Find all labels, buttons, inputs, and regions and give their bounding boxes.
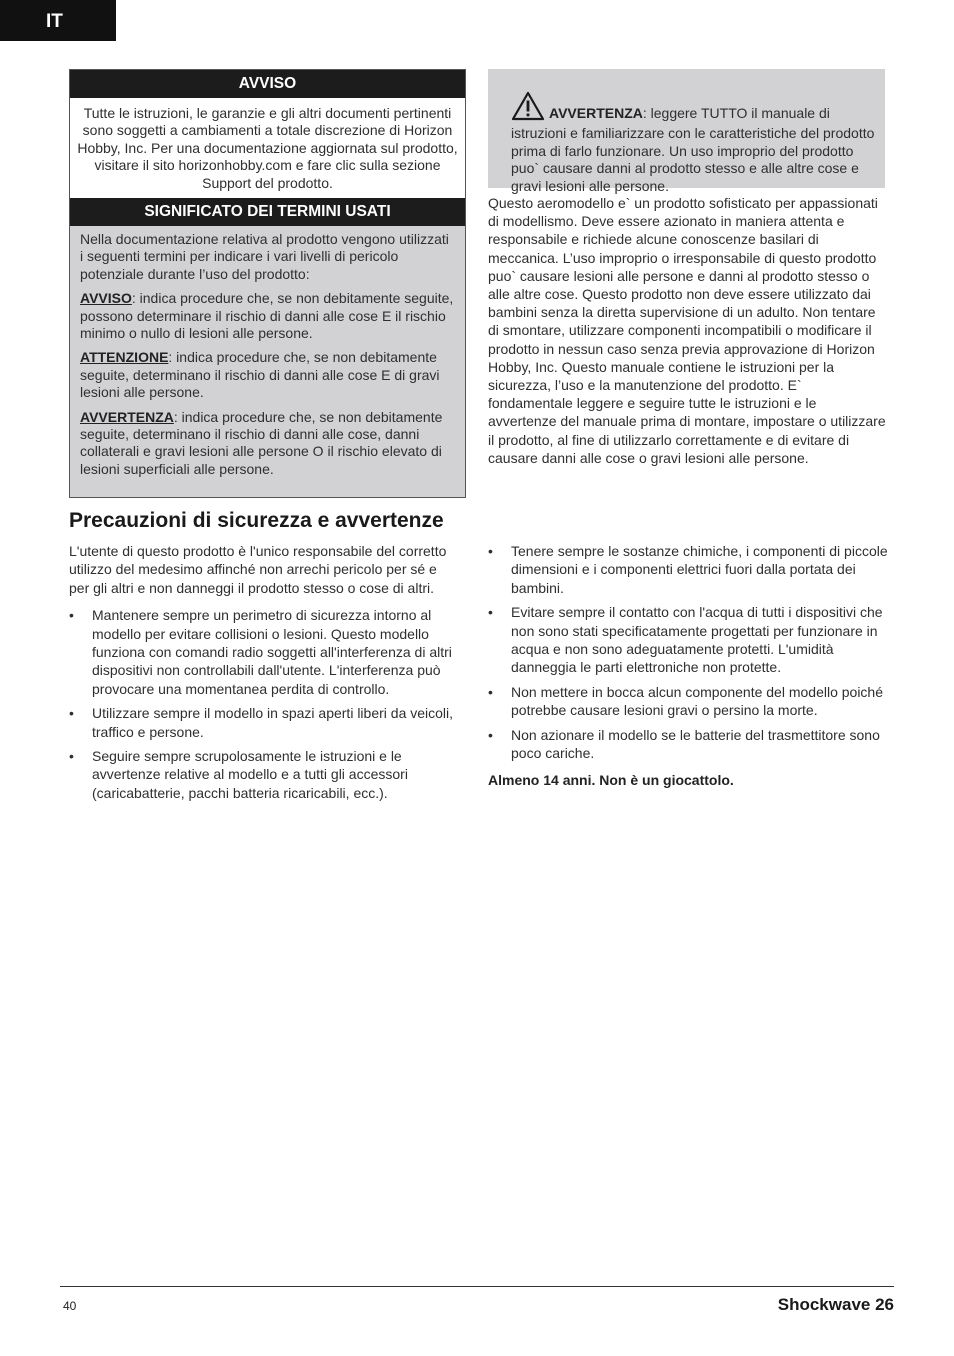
term-definition	[80, 290, 455, 342]
bullet-icon: •	[488, 683, 493, 700]
safety-right-column	[488, 542, 888, 788]
term-text: : indica procedure che, se non debitamente seguite, possono determinare il rischio di danni alle cose E il rischio minimo o nullo di lesioni alle persone.	[80, 290, 454, 342]
warning-text: : leggere TUTTO il manuale di istruzioni e familiarizzare con le caratteristiche del prodotto prima di farlo funzionare. Un uso improprio del prodotto puo` causare danni al prodotto stesso e alle altre cose e gravi lesioni alle persone.	[511, 105, 875, 194]
bullet-icon: •	[488, 726, 493, 743]
list-item	[488, 726, 888, 763]
bullet-icon: •	[69, 705, 74, 722]
warning-label: AVVERTENZA	[549, 105, 643, 121]
term-definition	[80, 349, 455, 401]
term-definition	[80, 409, 455, 479]
safety-list-right	[488, 542, 888, 762]
list-item-text: Tenere sempre le sostanze chimiche, i componenti di piccole dimensioni e i componenti elettrici fuori dalla portata dei bambini.	[511, 543, 888, 596]
terms-body	[70, 226, 465, 478]
list-item-text: Seguire sempre scrupolosamente le istruzioni e le avvertenze relative al modello e a tutti gli accessori (caricabatterie, pacchi batteria ricaricabili, ecc.).	[92, 748, 408, 801]
term-text: : indica procedure che, se non debitamente seguite, determinano il rischio di danni alle cose, danni collaterali e gravi lesioni alle persone O il rischio elevato di lesioni superficiali alle persone.	[80, 408, 443, 477]
notice-body: Tutte le istruzioni, le garanzie e gli altri documenti pertinenti sono soggetti a cambiamenti a totale discrezione di Horizon Hobby, Inc. Per una documentazione aggiornata sul prodotto, visitare il sito horizonhobby.com e fare clic sulla sezione Support del prodotto.	[70, 98, 465, 198]
age-note: Almeno 14 anni. Non è un giocattolo.	[488, 772, 734, 789]
list-item	[69, 606, 459, 698]
list-item-text: Non azionare il modello se le batterie del trasmettitore sono poco cariche.	[511, 726, 880, 762]
term-label: AVVISO	[80, 290, 132, 307]
term-label: ATTENZIONE	[80, 349, 169, 366]
list-item	[488, 683, 888, 720]
list-item-text: Mantenere sempre un perimetro di sicurezza intorno al modello per evitare collisioni o lesioni. Questo modello funziona con comandi radio soggetti all'interferenza di altri dispositivi non controllabili dall'utente. L'interferenza può provocare una momentanea perdita di controllo.	[92, 607, 452, 697]
page-number: 40	[63, 1299, 77, 1313]
term-label: AVVERTENZA	[80, 408, 174, 425]
bullet-icon: •	[488, 604, 493, 621]
warning-box	[488, 69, 885, 194]
product-description: Questo aeromodello e` un prodotto sofisticato per appassionati di modellismo. Deve essere azionato in maniera attenta e responsabile e richiede alcune conoscenze basilari di meccanica. L’uso improprio o irresponsabile di questo prodotto puo` causare lesioni alle persone e danni al prodotto stesso o alle altre cose. Questo prodotto non deve essere utilizzato dai bambini senza la diretta supervisione di un adulto. Non tentare di smontare, utilizzare componenti incompatibili o modificare il prodotto in nessun caso senza previa approvazione di Horizon Hobby, Inc. Questo manuale contiene le istruzioni per la sicurezza, l’uso e la manutenzione del prodotto. E` fondamentale leggere e seguire tutte le istruzioni e le avvertenze del manuale prima di montare, impostare o utilizzare il prodotto, al fine di utilizzarlo correttamente e di evitare di causare danni alle cose o gravi lesioni alle persone.	[488, 195, 886, 466]
bullet-icon: •	[69, 607, 74, 624]
footer-divider	[60, 1286, 894, 1287]
warning-triangle-icon	[511, 91, 545, 125]
list-item-text: Evitare sempre il contatto con l'acqua di tutti i dispositivi che non sono stati specificatamente progettati per funzionare in acqua e non sono adeguatamente protetti. L'umidità danneggia le parti elettroniche non protette.	[511, 604, 883, 676]
safety-list-left	[69, 606, 459, 802]
terms-intro: Nella documentazione relativa al prodotto vengono utilizzati i seguenti termini per indicare i vari livelli di pericolo potenziale durante l’uso del prodotto:	[80, 231, 449, 282]
list-item-text: Utilizzare sempre il modello in spazi aperti liberi da veicoli, traffico e persone.	[92, 705, 454, 740]
list-item	[69, 704, 459, 741]
notice-box	[69, 69, 466, 498]
section-heading: Precauzioni di sicurezza e avvertenze	[69, 509, 444, 532]
list-item	[488, 542, 888, 597]
list-item	[69, 747, 459, 802]
terms-title: SIGNIFICATO DEI TERMINI USATI	[70, 198, 465, 226]
list-item-text: Non mettere in bocca alcun componente del modello poiché potrebbe causare lesioni gravi o persino la morte.	[511, 683, 884, 719]
product-name: Shockwave 26	[777, 1295, 894, 1314]
safety-intro: L'utente di questo prodotto è l'unico responsabile del corretto utilizzo del medesimo affinché non arrechi pericolo per sé e per gli altri e non danneggi il prodotto stesso o cose di altri.	[69, 543, 447, 596]
language-tab: IT	[0, 0, 116, 41]
list-item	[488, 603, 888, 677]
bullet-icon: •	[69, 748, 74, 765]
notice-title: AVVISO	[70, 70, 465, 98]
term-text: : indica procedure che, se non debitamente seguite, determinano il rischio di danni alle cose E di gravi lesioni alle persone.	[80, 349, 440, 401]
safety-left-column	[69, 542, 459, 808]
bullet-icon: •	[488, 543, 493, 559]
